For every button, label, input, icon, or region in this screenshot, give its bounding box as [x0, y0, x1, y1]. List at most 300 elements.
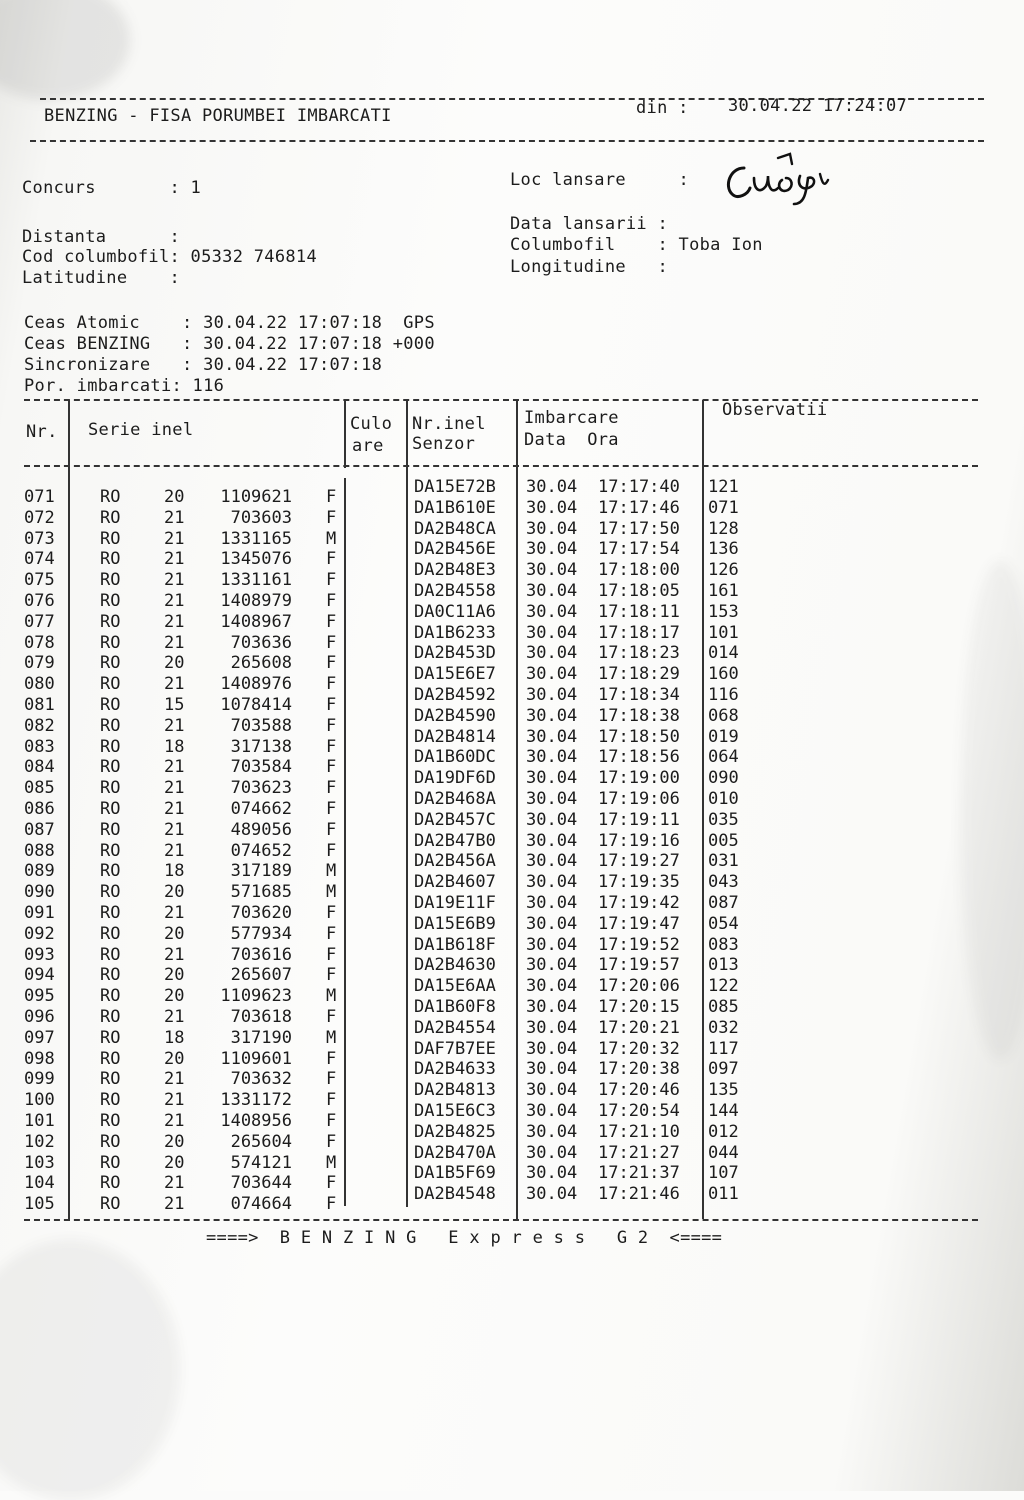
cell-sex: F — [326, 736, 337, 757]
table-row — [0, 477, 1000, 507]
table-row — [0, 997, 1000, 1027]
cell-sex: M — [326, 528, 337, 549]
cell-obs: 083 — [708, 934, 739, 955]
cell-year: 20 — [164, 487, 185, 507]
cell-sex: F — [326, 840, 337, 861]
cell-obs: 032 — [708, 1017, 739, 1038]
cell-date: 30.04 — [526, 1142, 578, 1163]
cell-date: 30.04 — [526, 955, 578, 976]
cell-obs: 064 — [708, 747, 739, 768]
col-divider-culoare — [406, 400, 408, 468]
cell-ring: 703644 — [230, 1173, 292, 1194]
cell-ring: 1331165 — [220, 528, 292, 549]
table-row — [0, 518, 1000, 549]
cell-sex: F — [326, 1007, 337, 1027]
ceas-atomic-field: Ceas Atomic : 30.04.22 17:07:18 GPS — [24, 313, 435, 333]
cell-time: 17:20:21 — [598, 1017, 680, 1038]
cell-obs: 011 — [708, 1184, 739, 1205]
cell-country: RO — [100, 1027, 121, 1048]
cell-nr: 085 — [24, 778, 55, 799]
cell-sensor: DA2B4554 — [414, 1017, 496, 1038]
cell-sex: F — [326, 944, 337, 965]
cell-time: 17:18:23 — [598, 643, 680, 664]
sincronizare-field: Sincronizare : 30.04.22 17:07:18 — [24, 355, 383, 375]
cell-year: 20 — [164, 1048, 185, 1069]
cell-ring: 074664 — [230, 1194, 292, 1215]
cell-date: 30.04 — [526, 705, 578, 726]
cell-country: RO — [100, 1194, 121, 1215]
cell-sex: F — [326, 1069, 337, 1090]
cell-obs: 121 — [708, 477, 739, 497]
table-row — [0, 747, 1000, 778]
cell-sensor: DA15E6B9 — [414, 913, 496, 934]
cell-obs: 019 — [708, 726, 739, 747]
concurs-field: Concurs : 1 — [22, 178, 202, 198]
cell-sex: F — [326, 965, 337, 986]
cell-country: RO — [100, 1007, 121, 1027]
col-divider-serie — [344, 400, 346, 468]
cell-ring: 703623 — [230, 778, 292, 799]
cell-sex: F — [326, 632, 337, 653]
cell-obs: 035 — [708, 809, 739, 830]
cell-sex: F — [326, 570, 337, 591]
din-label: din : — [636, 98, 689, 118]
table-row — [0, 1142, 1000, 1173]
cell-year: 20 — [164, 653, 185, 674]
cell-date: 30.04 — [526, 1163, 578, 1184]
cell-country: RO — [100, 695, 121, 715]
cell-year: 21 — [164, 674, 185, 695]
col-header-data-ora: Data Ora — [524, 430, 619, 450]
ceas-benzing-field: Ceas BENZING : 30.04.22 17:07:18 +000 — [24, 334, 435, 354]
cell-ring: 1331161 — [220, 570, 292, 591]
cell-time: 17:20:06 — [598, 976, 680, 997]
cell-sensor: DA2B4630 — [414, 955, 496, 976]
cell-country: RO — [100, 861, 121, 882]
cell-date: 30.04 — [526, 872, 578, 893]
cell-sensor: DA15E6C3 — [414, 1101, 496, 1121]
cell-time: 17:21:37 — [598, 1163, 680, 1184]
cell-sensor: DA19DF6D — [414, 768, 496, 789]
cell-date: 30.04 — [526, 560, 578, 581]
cell-sensor: DA2B4814 — [414, 726, 496, 747]
cell-year: 21 — [164, 1090, 185, 1111]
cell-nr: 073 — [24, 528, 55, 549]
cell-year: 20 — [164, 882, 185, 903]
cell-obs: 116 — [708, 685, 739, 705]
cell-obs: 135 — [708, 1080, 739, 1101]
cell-date: 30.04 — [526, 809, 578, 830]
cell-country: RO — [100, 715, 121, 736]
table-row — [0, 643, 1000, 674]
cell-sensor: DA2B470A — [414, 1142, 496, 1163]
cell-ring: 703584 — [230, 757, 292, 778]
cell-nr: 076 — [24, 591, 55, 611]
cell-sex: F — [326, 653, 337, 674]
table-header-rule — [24, 465, 978, 467]
table-row — [0, 1163, 1000, 1194]
cell-time: 17:19:52 — [598, 934, 680, 955]
cell-year: 21 — [164, 611, 185, 632]
cell-sensor: DA2B4592 — [414, 685, 496, 705]
report-datetime: 30.04.22 17:24:07 — [728, 96, 908, 116]
cell-date: 30.04 — [526, 893, 578, 913]
cell-year: 20 — [164, 986, 185, 1007]
cell-sex: F — [326, 757, 337, 778]
cell-country: RO — [100, 591, 121, 611]
latitudine-field: Latitudine : — [22, 268, 181, 288]
cell-nr: 078 — [24, 632, 55, 653]
cell-time: 17:19:47 — [598, 913, 680, 934]
cell-ring: 703636 — [230, 632, 292, 653]
cell-date: 30.04 — [526, 643, 578, 664]
cell-sensor: DA2B4548 — [414, 1184, 496, 1205]
cell-country: RO — [100, 632, 121, 653]
cell-obs: 090 — [708, 768, 739, 789]
cell-time: 17:18:34 — [598, 685, 680, 705]
cell-country: RO — [100, 528, 121, 549]
header-bottom-rule — [30, 140, 984, 142]
cell-date: 30.04 — [526, 497, 578, 518]
cell-ring: 317138 — [230, 736, 292, 757]
cell-time: 17:18:05 — [598, 581, 680, 601]
cell-obs: 136 — [708, 539, 739, 560]
col-header-observatii: Observatii — [722, 400, 828, 420]
cell-date: 30.04 — [526, 477, 578, 497]
cell-sex: M — [326, 861, 337, 882]
cell-sensor: DA1B618F — [414, 934, 496, 955]
cell-ring: 317190 — [230, 1027, 292, 1048]
cell-date: 30.04 — [526, 1101, 578, 1121]
col-header-nr: Nr. — [26, 422, 58, 442]
cell-obs: 054 — [708, 913, 739, 934]
table-row — [0, 1184, 1000, 1215]
cell-obs: 117 — [708, 1038, 739, 1059]
data-lansarii-field: Data lansarii : — [510, 214, 669, 234]
cell-year: 21 — [164, 1007, 185, 1027]
cell-sensor: DA15E72B — [414, 477, 496, 497]
cell-nr: 090 — [24, 882, 55, 903]
cell-time: 17:21:46 — [598, 1184, 680, 1205]
cell-time: 17:21:10 — [598, 1121, 680, 1142]
cell-nr: 092 — [24, 923, 55, 944]
col-divider-nr — [68, 400, 70, 468]
cell-time: 17:19:11 — [598, 809, 680, 830]
cell-date: 30.04 — [526, 726, 578, 747]
cell-date: 30.04 — [526, 539, 578, 560]
cell-sex: F — [326, 778, 337, 799]
cell-year: 21 — [164, 819, 185, 840]
cell-date: 30.04 — [526, 1059, 578, 1080]
cell-nr: 097 — [24, 1027, 55, 1048]
cell-year: 21 — [164, 757, 185, 778]
table-row — [0, 726, 1000, 757]
cell-sex: F — [326, 819, 337, 840]
table-top-rule — [24, 399, 978, 401]
col-divider-imbarcare — [702, 400, 704, 468]
cell-time: 17:19:35 — [598, 872, 680, 893]
cell-ring: 1408956 — [220, 1111, 292, 1131]
cell-sensor: DA1B60DC — [414, 747, 496, 768]
cell-time: 17:21:27 — [598, 1142, 680, 1163]
cell-nr: 098 — [24, 1048, 55, 1069]
col-header-culoare-2: are — [352, 436, 384, 456]
table-bottom-rule — [24, 1219, 978, 1221]
cell-date: 30.04 — [526, 1017, 578, 1038]
cell-year: 21 — [164, 944, 185, 965]
cell-sensor: DA2B4813 — [414, 1080, 496, 1101]
cell-ring: 1109623 — [220, 986, 292, 1007]
cell-sex: F — [326, 923, 337, 944]
cell-time: 17:17:40 — [598, 477, 680, 497]
footer-banner: ====> B E N Z I N G E x p r e s s G 2 <==== — [206, 1228, 723, 1248]
cell-date: 30.04 — [526, 768, 578, 789]
cell-ring: 703618 — [230, 1007, 292, 1027]
col-header-serie: Serie inel — [88, 420, 194, 440]
cell-nr: 071 — [24, 487, 55, 507]
cell-obs: 161 — [708, 581, 739, 601]
cell-obs: 122 — [708, 976, 739, 997]
cell-nr: 095 — [24, 986, 55, 1007]
cell-nr: 084 — [24, 757, 55, 778]
cell-obs: 085 — [708, 997, 739, 1017]
cell-time: 17:20:54 — [598, 1101, 680, 1121]
cell-sex: F — [326, 1131, 337, 1152]
cell-year: 21 — [164, 903, 185, 923]
cell-ring: 265607 — [230, 965, 292, 986]
cell-nr: 089 — [24, 861, 55, 882]
cell-nr: 093 — [24, 944, 55, 965]
cell-year: 21 — [164, 549, 185, 570]
cell-nr: 079 — [24, 653, 55, 674]
cell-year: 21 — [164, 528, 185, 549]
table-row — [0, 851, 1000, 882]
cell-date: 30.04 — [526, 830, 578, 851]
cell-time: 17:18:56 — [598, 747, 680, 768]
cell-sensor: DA2B48CA — [414, 518, 496, 539]
cell-nr: 105 — [24, 1194, 55, 1215]
cell-obs: 071 — [708, 497, 739, 518]
col-header-culoare-1: Culo — [350, 414, 393, 434]
cell-nr: 072 — [24, 507, 55, 528]
cell-ring: 574121 — [230, 1152, 292, 1173]
cell-time: 17:18:11 — [598, 601, 680, 622]
cell-ring: 703616 — [230, 944, 292, 965]
cell-nr: 101 — [24, 1111, 55, 1131]
table-row — [0, 830, 1000, 861]
cell-date: 30.04 — [526, 934, 578, 955]
cell-sensor: DA2B48E3 — [414, 560, 496, 581]
cell-sex: F — [326, 549, 337, 570]
cell-obs: 005 — [708, 830, 739, 851]
cell-year: 21 — [164, 1194, 185, 1215]
longitudine-field: Longitudine : — [510, 257, 669, 277]
cell-country: RO — [100, 1173, 121, 1194]
cell-sex: F — [326, 507, 337, 528]
cell-nr: 100 — [24, 1090, 55, 1111]
cod-columbofil-field: Cod columbofil: 05332 746814 — [22, 247, 317, 267]
cell-country: RO — [100, 840, 121, 861]
cell-year: 20 — [164, 1152, 185, 1173]
cell-country: RO — [100, 819, 121, 840]
cell-date: 30.04 — [526, 1080, 578, 1101]
cell-country: RO — [100, 1131, 121, 1152]
cell-sensor: DA15E6E7 — [414, 664, 496, 685]
cell-year: 21 — [164, 1111, 185, 1131]
cell-obs: 160 — [708, 664, 739, 685]
cell-sensor: DA2B4825 — [414, 1121, 496, 1142]
cell-country: RO — [100, 1152, 121, 1173]
cell-sex: F — [326, 1194, 337, 1215]
cell-sensor: DA2B4633 — [414, 1059, 496, 1080]
cell-time: 17:19:06 — [598, 789, 680, 809]
cell-sensor: DA19E11F — [414, 893, 496, 913]
cell-sensor: DA2B4558 — [414, 581, 496, 601]
cell-sensor: DA2B457C — [414, 809, 496, 830]
cell-obs: 101 — [708, 622, 739, 643]
cell-nr: 091 — [24, 903, 55, 923]
cell-year: 20 — [164, 923, 185, 944]
cell-sex: M — [326, 882, 337, 903]
cell-year: 21 — [164, 507, 185, 528]
toner-smudge — [0, 0, 130, 100]
toner-smudge — [0, 1240, 180, 1500]
report-title: BENZING - FISA PORUMBEI IMBARCATI — [44, 106, 392, 126]
cell-obs: 153 — [708, 601, 739, 622]
col-header-nrinel-1: Nr.inel — [412, 414, 486, 434]
cell-ring: 074652 — [230, 840, 292, 861]
cell-date: 30.04 — [526, 685, 578, 705]
cell-country: RO — [100, 487, 121, 507]
cell-date: 30.04 — [526, 601, 578, 622]
cell-ring: 1408976 — [220, 674, 292, 695]
cell-sensor: DA1B60F8 — [414, 997, 496, 1017]
cell-country: RO — [100, 923, 121, 944]
cell-obs: 087 — [708, 893, 739, 913]
table-row — [0, 685, 1000, 715]
cell-country: RO — [100, 736, 121, 757]
cell-time: 17:19:16 — [598, 830, 680, 851]
cell-time: 17:19:42 — [598, 893, 680, 913]
col-header-imbarcare: Imbarcare — [524, 408, 619, 428]
cell-ring: 577934 — [230, 923, 292, 944]
cell-time: 17:19:57 — [598, 955, 680, 976]
cell-date: 30.04 — [526, 1038, 578, 1059]
cell-obs: 031 — [708, 851, 739, 872]
cell-ring: 703603 — [230, 507, 292, 528]
cell-ring: 1408979 — [220, 591, 292, 611]
cell-nr: 096 — [24, 1007, 55, 1027]
cell-country: RO — [100, 799, 121, 819]
cell-sex: M — [326, 986, 337, 1007]
cell-time: 17:20:46 — [598, 1080, 680, 1101]
cell-obs: 014 — [708, 643, 739, 664]
cell-ring: 1345076 — [220, 549, 292, 570]
cell-time: 17:19:00 — [598, 768, 680, 789]
cell-nr: 094 — [24, 965, 55, 986]
cell-sensor: DA1B5F69 — [414, 1163, 496, 1184]
cell-nr: 104 — [24, 1173, 55, 1194]
cell-year: 20 — [164, 1131, 185, 1152]
cell-time: 17:19:27 — [598, 851, 680, 872]
cell-date: 30.04 — [526, 976, 578, 997]
table-row — [0, 539, 1000, 570]
cell-sensor: DA2B456E — [414, 539, 496, 560]
table-row — [0, 1101, 1000, 1131]
table-row — [0, 581, 1000, 611]
cell-ring: 703632 — [230, 1069, 292, 1090]
cell-time: 17:18:38 — [598, 705, 680, 726]
cell-ring: 703588 — [230, 715, 292, 736]
cell-time: 17:18:00 — [598, 560, 680, 581]
cell-year: 20 — [164, 965, 185, 986]
cell-obs: 010 — [708, 789, 739, 809]
cell-date: 30.04 — [526, 664, 578, 685]
cell-year: 18 — [164, 1027, 185, 1048]
cell-year: 21 — [164, 799, 185, 819]
cell-nr: 081 — [24, 695, 55, 715]
cell-country: RO — [100, 570, 121, 591]
cell-nr: 083 — [24, 736, 55, 757]
cell-nr: 103 — [24, 1152, 55, 1173]
cell-sex: F — [326, 1048, 337, 1069]
cell-obs: 126 — [708, 560, 739, 581]
cell-nr: 102 — [24, 1131, 55, 1152]
cell-sensor: DA1B6233 — [414, 622, 496, 643]
cell-date: 30.04 — [526, 1184, 578, 1205]
cell-year: 21 — [164, 632, 185, 653]
cell-sensor: DA2B47B0 — [414, 830, 496, 851]
cell-country: RO — [100, 903, 121, 923]
cell-time: 17:17:50 — [598, 518, 680, 539]
cell-country: RO — [100, 944, 121, 965]
col-divider-senzor — [516, 400, 518, 468]
cell-ring: 317189 — [230, 861, 292, 882]
cell-time: 17:20:32 — [598, 1038, 680, 1059]
cell-ring: 571685 — [230, 882, 292, 903]
cell-nr: 077 — [24, 611, 55, 632]
cell-date: 30.04 — [526, 1121, 578, 1142]
cell-time: 17:20:15 — [598, 997, 680, 1017]
table-row — [0, 955, 1000, 986]
cell-obs: 044 — [708, 1142, 739, 1163]
cell-ring: 1331172 — [220, 1090, 292, 1111]
table-row — [0, 1059, 1000, 1090]
cell-nr: 088 — [24, 840, 55, 861]
cell-time: 17:17:54 — [598, 539, 680, 560]
cell-year: 21 — [164, 778, 185, 799]
cell-time: 17:20:38 — [598, 1059, 680, 1080]
cell-obs: 043 — [708, 872, 739, 893]
cell-sex: M — [326, 1027, 337, 1048]
cell-year: 15 — [164, 695, 185, 715]
cell-time: 17:18:50 — [598, 726, 680, 747]
cell-sex: F — [326, 591, 337, 611]
cell-sensor: DA2B453D — [414, 643, 496, 664]
cell-date: 30.04 — [526, 851, 578, 872]
handwritten-location-signature — [720, 150, 840, 210]
cell-country: RO — [100, 507, 121, 528]
cell-nr: 080 — [24, 674, 55, 695]
cell-year: 18 — [164, 861, 185, 882]
cell-sex: F — [326, 674, 337, 695]
cell-country: RO — [100, 1090, 121, 1111]
cell-country: RO — [100, 1069, 121, 1090]
cell-sensor: DA0C11A6 — [414, 601, 496, 622]
columbofil-field: Columbofil : Toba Ion — [510, 235, 763, 255]
cell-nr: 074 — [24, 549, 55, 570]
cell-obs: 107 — [708, 1163, 739, 1184]
